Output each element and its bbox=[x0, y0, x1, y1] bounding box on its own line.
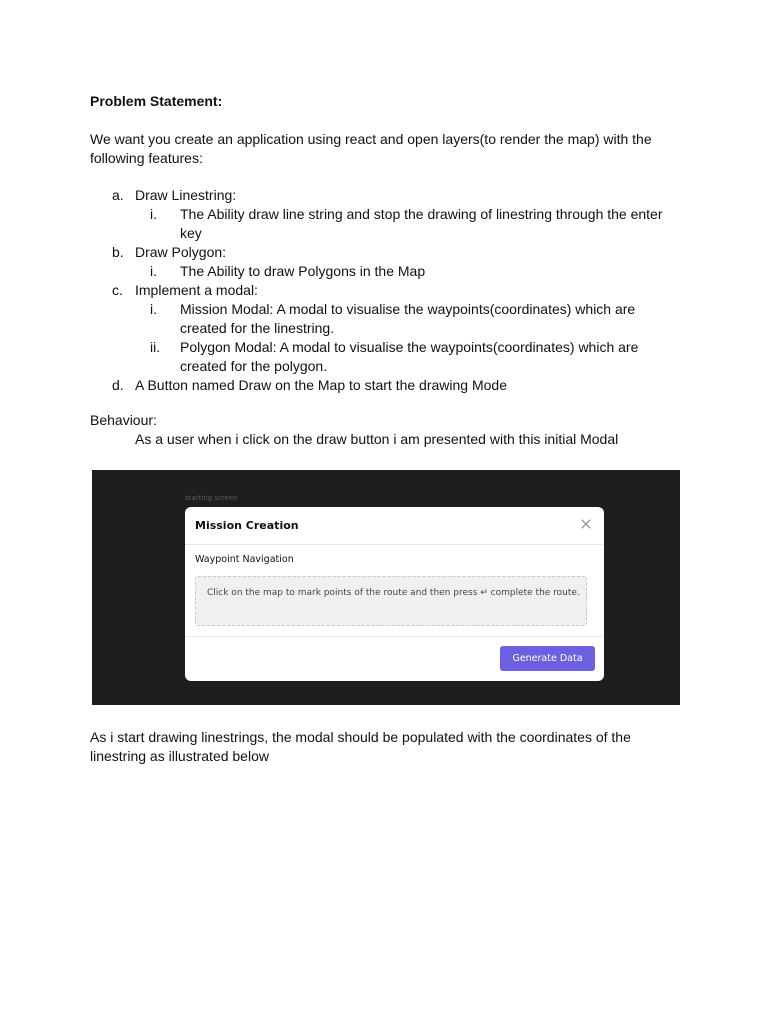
sub-list bbox=[90, 205, 690, 243]
generate-data-button[interactable]: Generate Data bbox=[500, 646, 595, 671]
close-icon[interactable] bbox=[578, 516, 594, 532]
feature-marker: d. bbox=[112, 377, 124, 393]
sub-marker: i. bbox=[150, 206, 157, 222]
feature-marker: c. bbox=[112, 282, 123, 298]
sub-item bbox=[90, 300, 690, 338]
sub-text: The Ability draw line string and stop the drawing of linestring through the enter key bbox=[180, 206, 663, 241]
sub-list bbox=[90, 300, 690, 376]
sub-marker: i. bbox=[150, 301, 157, 317]
feature-marker: b. bbox=[112, 244, 124, 260]
feature-item bbox=[90, 376, 690, 395]
feature-item bbox=[90, 186, 690, 243]
feature-item bbox=[90, 243, 690, 281]
sub-list bbox=[90, 262, 690, 281]
instruction-box: Click on the map to mark points of the route and then press ↵ complete the route. bbox=[195, 576, 587, 626]
intro-paragraph: We want you create an application using react and open layers(to render the map) with the following features: bbox=[90, 131, 652, 166]
feature-list bbox=[90, 186, 690, 395]
sub-item bbox=[90, 205, 690, 243]
screenshot-caption: starting screen bbox=[185, 494, 238, 502]
modal-title: Mission Creation bbox=[195, 519, 299, 532]
feature-label: Draw Linestring: bbox=[135, 187, 237, 203]
behaviour-text: As a user when i click on the draw button i am presented with this initial Modal bbox=[135, 431, 619, 447]
feature-item bbox=[90, 281, 690, 376]
sub-text: Polygon Modal: A modal to visualise the waypoints(coordinates) which are created for the polygon. bbox=[180, 339, 639, 374]
sub-marker: i. bbox=[150, 263, 157, 279]
sub-text: The Ability to draw Polygons in the Map bbox=[180, 263, 426, 279]
feature-label: Implement a modal: bbox=[135, 282, 258, 298]
modal-header bbox=[185, 507, 604, 545]
sub-marker: ii. bbox=[150, 339, 161, 355]
mission-creation-modal bbox=[185, 507, 604, 681]
feature-marker: a. bbox=[112, 187, 124, 203]
feature-label: Draw Polygon: bbox=[135, 244, 227, 260]
embedded-screenshot bbox=[92, 470, 680, 705]
behaviour-heading: Behaviour: bbox=[90, 412, 157, 428]
sub-text: Mission Modal: A modal to visualise the waypoints(coordinates) which are created for the linestring. bbox=[180, 301, 636, 336]
modal-divider bbox=[185, 636, 604, 637]
sub-item bbox=[90, 262, 690, 281]
sub-item bbox=[90, 338, 690, 376]
closing-paragraph: As i start drawing linestrings, the modal should be populated with the coordinates of the linestring as illustrated below bbox=[90, 729, 631, 764]
feature-label: A Button named Draw on the Map to start the drawing Mode bbox=[135, 377, 507, 393]
waypoint-navigation-label: Waypoint Navigation bbox=[195, 554, 294, 565]
page-title: Problem Statement: bbox=[90, 93, 223, 109]
